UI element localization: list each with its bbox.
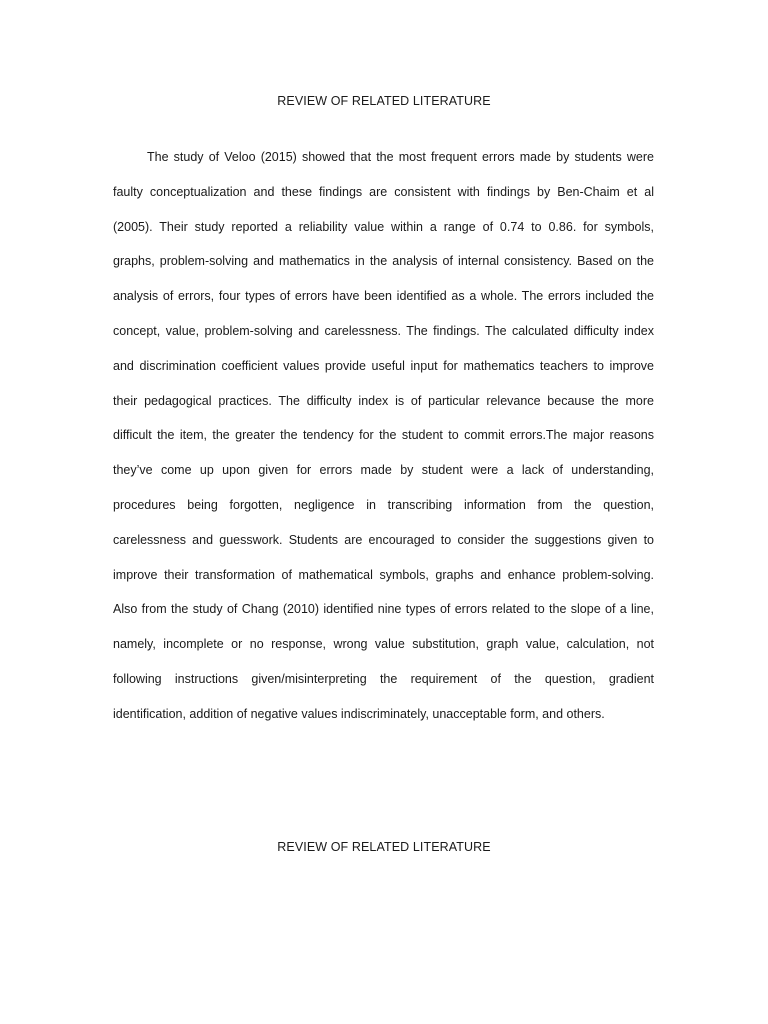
page-heading: REVIEW OF RELATED LITERATURE [277, 94, 491, 108]
paragraph-line: carelessness and guesswork. Students are encouraged to consider the suggestions given to [113, 532, 654, 547]
paragraph-line: they’ve come up upon given for errors made by student were a lack of understanding, [113, 463, 654, 478]
paragraph-line: concept, value, problem-solving and carelessness. The findings. The calculated difficulty index [113, 323, 654, 338]
paragraph-line: Also from the study of Chang (2010) identified nine types of errors related to the slope of a line, [113, 602, 654, 617]
paragraph-line: procedures being forgotten, negligence in transcribing information from the question, [113, 497, 654, 512]
second-page-heading: REVIEW OF RELATED LITERATURE [277, 840, 491, 854]
paragraph-line: analysis of errors, four types of errors have been identified as a whole. The errors included the [113, 289, 654, 304]
paragraph-line: and discrimination coefficient values provide useful input for mathematics teachers to improve [113, 358, 654, 373]
paragraph-line: identification, addition of negative values indiscriminately, unacceptable form, and others. [113, 706, 605, 721]
paragraph-line: their pedagogical practices. The difficulty index is of particular relevance because the more [113, 393, 654, 408]
paragraph-line: difficult the item, the greater the tendency for the student to commit errors.The major reasons [113, 428, 654, 443]
paragraph-line: The study of Veloo (2015) showed that the most frequent errors made by students were [147, 150, 654, 164]
paragraph-line: faulty conceptualization and these findings are consistent with findings by Ben-Chaim et al [113, 184, 654, 199]
paragraph-line: improve their transformation of mathematical symbols, graphs and enhance problem-solving. [113, 567, 654, 582]
paragraph-line: (2005). Their study reported a reliability value within a range of 0.74 to 0.86. for symbols, [113, 219, 654, 234]
paragraph-line: following instructions given/misinterpreting the requirement of the question, gradient [113, 671, 654, 686]
body-paragraph [113, 140, 654, 732]
paragraph-line: namely, incomplete or no response, wrong value substitution, graph value, calculation, not [113, 637, 654, 652]
paragraph-line: graphs, problem-solving and mathematics in the analysis of internal consistency. Based on the [113, 254, 654, 269]
